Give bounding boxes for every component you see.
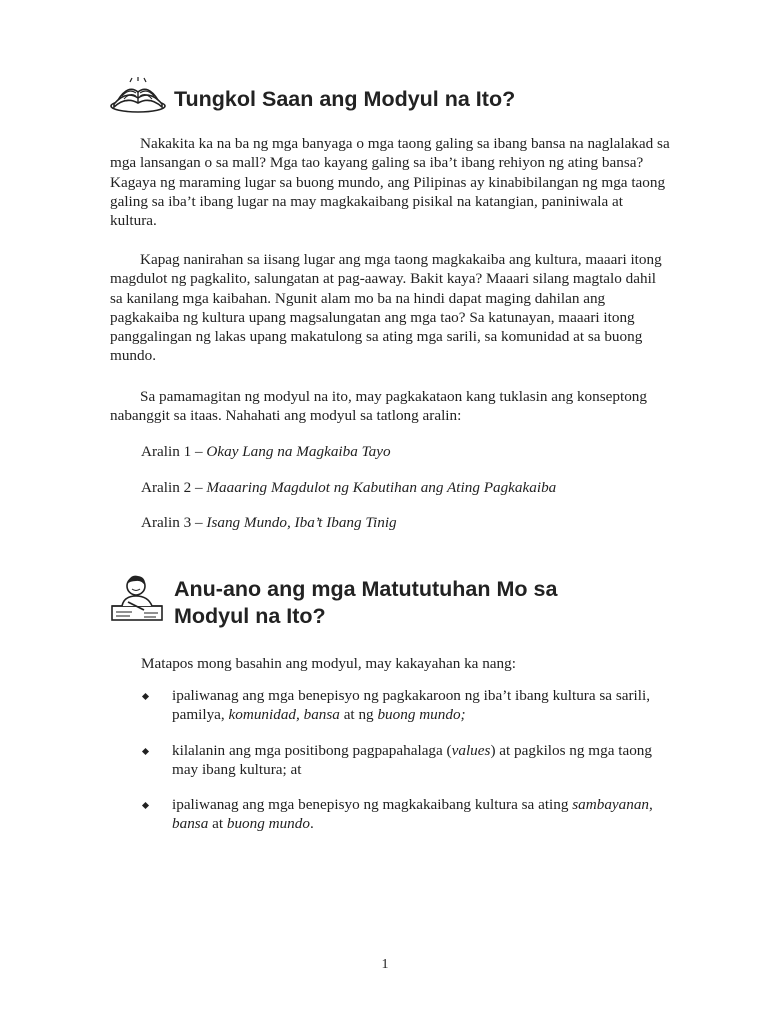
paragraph-2: Kapag nanirahan sa iisang lugar ang mga taong magkakaiba ang kultura, maaari itong magdulot ng pagkalito, salungatan at pag-aaway. Bakit kaya? Maaari silang magtalo dahil sa kanilang mga kaibahan. Ngunit alam mo ba na hindi dapat maging dahilan ang pagkakaiba ng kultura upang magsalungatan ang mga tao? Sa katunayan, maaari itong panggalingan ng lakas upang makatulong sa ating mga sarili, sa komunidad at sa buong mundo. xyxy=(110,251,662,365)
section-title-line-2: Modyul na Ito? xyxy=(174,604,326,628)
objectives-intro: Matapos mong basahin ang modyul, may kakayahan ka nang: xyxy=(141,655,516,672)
list-item xyxy=(141,686,681,725)
aralin-item xyxy=(141,513,397,532)
bullet-text: kilalanin ang mga positibong pagpapahalaga ( xyxy=(172,741,452,759)
aralin-label: Aralin 2 – xyxy=(141,479,203,496)
open-book-icon xyxy=(108,76,168,114)
bullet-text: at ng xyxy=(343,706,374,724)
diamond-bullet-icon xyxy=(142,693,149,700)
bullet-emphasis: komunidad, bansa xyxy=(228,706,340,724)
aralin-item xyxy=(141,442,391,461)
paragraph-1: Nakakita ka na ba ng mga banyaga o mga taong galing sa ibang bansa na naglalakad sa mga lansangan o sa mall? Mga tao kayang galing sa iba’t ibang rehiyon ng ating bansa? Kagaya ng maraming lugar sa buong mundo, ang Pilipinas ay kinabibilangan ng mga taong galing sa iba’t ibang lugar na may magkakaibang pisikal na katangian, paniniwala at kultura. xyxy=(110,135,670,230)
bullet-emphasis: values xyxy=(451,741,491,759)
bullet-text: ipaliwanag ang mga benepisyo ng pagkakaroon ng iba’t ibang kultura sa sarili, pamilya, xyxy=(172,687,650,724)
diamond-bullet-icon xyxy=(142,748,149,755)
objectives-list xyxy=(141,686,681,850)
list-item xyxy=(141,741,681,780)
aralin-title: Isang Mundo, Iba’t Ibang Tinig xyxy=(206,514,397,531)
diamond-bullet-icon xyxy=(142,802,149,809)
bullet-text: at xyxy=(212,815,224,833)
aralin-item xyxy=(141,478,556,497)
aralin-label: Aralin 1 – xyxy=(141,443,203,460)
list-item xyxy=(141,795,681,834)
aralin-title: Okay Lang na Magkaiba Tayo xyxy=(206,443,391,460)
bullet-text: ) at pagkilos ng mga taong may ibang kultura; at xyxy=(172,741,652,778)
bullet-text: . xyxy=(309,815,314,833)
student-writing-icon xyxy=(108,572,166,624)
aralin-title: Maaaring Magdulot ng Kabutihan ang Ating Pagkakaiba xyxy=(206,479,557,496)
bullet-text: ipaliwanag ang mga benepisyo ng magkakaibang kultura sa ating xyxy=(172,796,569,814)
paragraph-3: Sa pamamagitan ng modyul na ito, may pagkakataon kang tuklasin ang konseptong nabanggit sa itaas. Nahahati ang modyul sa tatlong aralin: xyxy=(110,388,647,425)
bullet-emphasis: buong mundo; xyxy=(377,706,466,724)
aralin-label: Aralin 3 – xyxy=(141,514,203,531)
section-title-matututuhan xyxy=(174,576,557,630)
section-title-line-1: Anu-ano ang mga Matututuhan Mo sa xyxy=(174,577,558,601)
section-title-tungkol: Tungkol Saan ang Modyul na Ito? xyxy=(174,87,516,111)
bullet-emphasis: sambayanan, bansa xyxy=(172,796,653,833)
page-number: 1 xyxy=(381,957,389,972)
bullet-emphasis: buong mundo xyxy=(226,815,310,833)
